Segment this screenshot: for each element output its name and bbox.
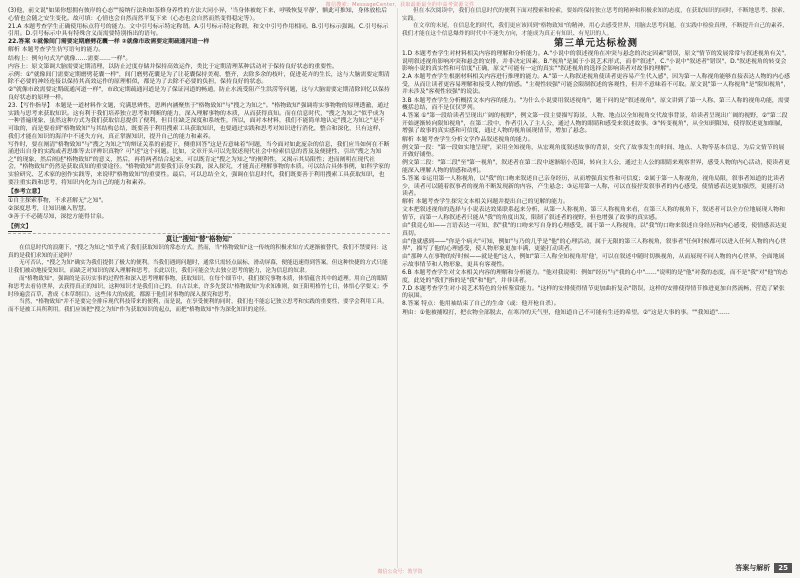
page-divider	[397, 8, 398, 568]
answer-5-analysis: 解析 本题考查学生探究文本相关问题并提出自己的见解的能力。	[402, 199, 569, 206]
answer-23: 23.【写作指导】 本题是一道材料作文题，究满思辨性，思辨内涵聚焦于"格物致知"与"搜之为知之"。"格物致知"强调将实事物物的原理透澈，通过实践与思考来获取知识。这有利于我们培养独立思考和判断的能力，深入理解事物的本质，从而获得真知。而在信息时代，"搜之为知之"似乎成为一种普遍现象，虽然这种方式为我们获取信息提供了便利，但目往缺乏深度和系统性，所以，面对本材料，我们不能简单地认定"搜之为知之"是不可取的，而是要看到"格物致知"与其结构总结，既要善于利用搜索工具获取知识，也要通过实践和思考对知识进行消化，整合和深化，只有这样，我们才能在知识的海洋中不迷失方向，真正掌握知识，提升自己的能力和素养。	[8, 103, 389, 140]
answer-para: (3)他，前文说"如果你想拥有彼岸的心态""接纳行法和如茶修身养性的方法大同小异，'当身体被蛇下来，呼吸恢复平静'，额此可推知，身体放松后心情也会随之安生变化。故可填：心情也会自然而然平复下来（心态也会自然而然变得稳定等）。	[8, 8, 388, 22]
answer-22: 22.答案 ①就像间门需要定期磨劈花囊一样 ②就像市政需要定期疏通河道一样	[8, 39, 210, 46]
answer-5-detail1: 文本把叙述视角的选择与小说表达效果联系起来分析，从第一人称视角、第三人称视角来看，在第三人称的视角下，叙述者可以全方位地展现人物和情节，而第一人称叙述者只能从"我"的角度出发，限制了叙述者的视野，但也增强了故事的真实感。	[402, 207, 785, 221]
answer-3: 3.B 本题考查学生分析概括文本内容的能力。"为什么小说要用叙述视角"，题干问的是"叙述视角"，原文讲到了第一人称、第三人称的视角功能，需要概括总结，而不是仅仅罗列。	[402, 97, 790, 112]
essay-paragraph: 无可否认，"搜之为知"确实为我们提供了极大的便利。当我们遇到问题时，通常只需轻点鼠标，滑动屏幕，便能迅速得到答案。但这种快捷的方式只能让我们被动地接受知识，而缺乏对知识的深入理解和思考。长此以往，我们可能会失去独立思考的能力，沦为信息的奴隶。	[8, 260, 388, 275]
answer-4-detail1: 例文第一段："第一段如实地呈现"，采用全知视角，从宏观角度叙述故事的背景，交代了故事发生的时间、地点、人物等基本信息，为后文情节的展开做好铺垫。	[402, 144, 785, 159]
answer-21: 21.A 本题考查学生正确使用标点符号的能力。文中引号标示特定称谓。A.引号标示特定称谓，和文中引号作用相同。B.引号标示强调。C.引号标示引用。D.引号标示中具有特殊含义而需要特别指出的语句。	[8, 23, 389, 38]
footer-label: 答案与解析	[735, 564, 771, 572]
example-heading: 【例文】	[8, 224, 32, 233]
answer-1: 1.D 本题考查学生对材料相关内容的理解和分析能力。A."小说中的叙述视角在冲突与悬念的决定因素"错误，原文"情节的发展常常与叙述视角有关"，说明叙述视角影响冲突和悬念的安排，并非决定因素。B."视角"是属于小说艺术形式，而非"叙述"，C."小说中"叙述者"错误"，D."叙述视角的转变会影响小说的真实性和可信度"正确，原文"可能有一定的真实""叙述视角的选择会影响读者对故事的理解"。	[402, 50, 790, 73]
answer-2: 2.A 本题考查学生根据材料相关内容进行推理的能力。A."第一人称叙述视角使读者更容易产生代入感"，因为第一人称视角能够直接表达人物的内心感受，从而让读者更容易理解和接受人物的情感。"主观性较强"可能会限制叙述的客观性，但并不意味着不可取。原文说"第一人称视角"是"限知视角"，并未涉及"客观性较强"的说法。	[402, 74, 790, 96]
answer-5-detail4: 由"那种人在事物的好时候——就是他"这人，例如"第三人称全知视角用'他'，可以在叙述中随时切换视角，从而展现不同人物的内心世界，全面地展示故事情节和人物形象，更具有客观性。	[402, 254, 785, 268]
essay-paragraph: 在信息时代的浪潮下，"搜之为知之"似乎成了我们获取知识的常态方式。然而，当"格物致知"这一传统的积极求知方式逐渐被替代，我们不禁要问：这真的是我们求知的正途吗？	[8, 244, 388, 259]
page-number: 25	[774, 563, 792, 573]
essay-paragraph: 而"格物致知"，强调的是亲历实事的过程性和深入思考理解事物，获取知识。在每个细节中，我们探究事物本质，体悟蕴含其中的道理。用自己的眼睛和思考去看待世界，去获得真正的知识，这种知识才是我们自己的。自古以来，许多先贤以"格物致知"为求知准则，如王阳明格竹七日，体悟心学要义；李时珍遍尝百草，著成《本草纲目》。这些伟大的成就，都源于他们对事物的深入探究和思考。	[8, 275, 388, 298]
answer-5-detail3: 由"他就感到——"你是个病夫"可知，例如"与乃的几乎是"他"的心理活动，属于无限的第三人称视角，叙事者"任何时候都可以进入任何人物的内心世界"，描写了他的心理感受，使人物形象更加丰满，更能打动读者。	[402, 238, 787, 253]
answer-22-structure: 结构上：例句句式为"就像……需要……一样"。	[8, 55, 132, 62]
essay-continuation: 但在本次阅读中，我们在信息时代的便利下面对搜索和检索，要始终保持独立思考的精神和积极求知的态度，在获取知识的同时，不断地思考、探索、实践。	[402, 8, 789, 22]
answer-4-detail2: 例文第二段："第二段"至"第一视角"，叙述者在第二段中逐渐缩小范围，转向主人公，通过主人公的眼睛来观察世界，感受人物的内心活动，使读者更能深入理解人物的情感和动机。	[402, 160, 790, 174]
reference-2: ②深度思考，让知识融入智慧。	[8, 206, 90, 213]
unit-title: 第三单元达标检测	[553, 38, 638, 50]
answer-22-example2: ②"就像市政需要定期疏通河道一样"，市政定期疏通河道是为了保证河道的畅通，防止水流受阻产生洪涝等问题，这与大脑需要定期清除回忆以保持良好状态的原理一样。	[8, 87, 390, 102]
left-column	[8, 8, 390, 315]
top-watermark: 微信搜索：MessageCenter，获取最新最全的中高考资源文件	[325, 2, 475, 8]
answer-6: 6.B 本题考查学生对文本相关内容的理解和分析能力。"他对我说明：例如"经历"与"我的心中"……"说明的是"他"对我的态度，而不是"我"对"他"的态度，此处的"我们"指的是"我"和"他"，并非读者。	[402, 270, 788, 284]
essay-title: 莫让"搜知"替"格物知"	[165, 235, 233, 244]
right-column	[402, 8, 790, 318]
answer-8-reason: 理由：①他被捕殴打，把衣物全部脱去，在寒冷的天气里，他知道自己不可能有生还的希望。②"这是大事的事。""我知道"……	[402, 309, 730, 316]
answer-22-content: 内容上：原文第调大脑需要定期清理，以防止过度存储并保持高效运作，类比于定期清理某种活动对于保持良好状态的重要性。	[8, 63, 338, 70]
answer-22-analysis: 解析 本题考查学生仿写语句的能力。	[8, 47, 105, 54]
answer-23-guide: 写作时，要在阐清"格物致知"与"搜之为知之"的辩证关系的前提下，侧重回答"这是否意味着"问题，当今面对如此庞杂的信息，我们应当如何在不断涌进出自身的实践或者思维等去评辨识真物？可"述"这个问题。比如，文章开头可以先叙述现代社会中检索信息的普及及便捷性，引出"搜之为知之"的现象，然后阐述"格物致知"的意义，然后，再将两者结合起来，可以既肯定"搜之为知之"的便利性，又揭示其局限性；进而阐明在现代社会，"格物致知"仍然是获取真知的重要途径。"格物致知"需要我们亲身实践，深入探究，才能真正理解事物的本质。可以结合具体事例，如科学家的实验研究、艺术家的创作实践等，来说明"格物致知"的重要性。最后，可以总结全文，强调在信息时代，我们既要善于利用搜索工具获取知识，也要注重实践和思考，将知识内化为自己的能力和素养。	[8, 141, 390, 186]
bottom-watermark: 微信公众号：教学资	[377, 569, 423, 575]
reference-3: ③善于不必随尽知，深挖方能得甘泉。	[8, 214, 108, 221]
answer-4: 4.答案 ①"第一段给读者呈现出广阔的视野"，例文第一段主要描写海景，人物、地点以全知视角交代故事背景，给读者呈现出广阔的视野，②"第二段开始逐渐转向限知视角"，在第二段中，作者引入了主人公，通过人物的眼睛和感受来叙述故事。③"转变视角"，从全知到限知，使得叙述更加细腻，增强了故事的真实感和可信度，通过人物的视角展现情节，增加了悬念。	[402, 113, 788, 135]
answer-5-detail2: 由"我竟心知——言语表达一可知，叙"我"的口吻来写自身的心理感受，属于第一人称视角，以"我"的口吻来叙述自身经历和内心感受，使情感表达更真切。	[402, 223, 787, 237]
essay-paragraph: 当然，"格物致知"并不是要完全排斥现代科技带来的便利，而是说，在享受便利的同时，我们也不能忘记独立思考和实践的重要性，要学会利用工具，而不是被工具所利用。我们应该把"搜之为知"作为获取知识的起点，而把"格物致知"作为深化知识的途径。	[8, 299, 388, 314]
answer-8: 8.答案 特点：他用袖结束了自己的生命（或：他开枪自杀）。	[402, 301, 560, 308]
example-essay	[8, 233, 390, 315]
reference-1: ①自主探索事物，不求甚解无"之知"。	[8, 198, 108, 205]
answer-7: 7.D 本题考查学生对小说艺术特色的分析鉴赏能力。"这样的安排使得情节更加曲折复杂"错误，这样的安排使得情节推进更加自然流畅，营造了紧张的氛围。	[402, 285, 785, 300]
answer-5: 5.答案 ①运用第一人称视角，以"我"的口吻来叙述自己亲身经历，从而增强真实性和可信度；②属于第一人称视角，视角局限，叙事者知道的比读者少，读者可以随着叙事者的视角不断发现新的内容，产生悬念；③运用第一人称，可以直接抒发叙事者的内心感受，使情感表达更加强烈，更能打动读者。	[402, 175, 785, 198]
essay-conclusion: 在文章的末尾，在信息化的时代，我们更应该回到"格物致知"的精神，用心去感受世界，用脑去思考问题，在实践中检验真理，不断提升自己的素养，我们才能在这个信息爆炸的时代中不迷失方向，才能成为真正有知识、有见识的人。	[402, 23, 788, 37]
answer-22-example1: 示例：①"就像间门需要定期磨劈花囊一样"，间门磨劈花囊是为了让花囊保持美观、整齐，去除多余的枝叶，促进花卉的生长，这与大脑需要定期清除不必要的神经连接以保持其高效运作的原理相似，都是为了去除不必要的负担，保持良好的状态。	[8, 71, 390, 86]
answer-4-analysis: 解析 本题考查学生分析文学作品叙述视角的能力。	[402, 136, 534, 143]
reference-heading: 【参考立意】	[8, 189, 43, 198]
